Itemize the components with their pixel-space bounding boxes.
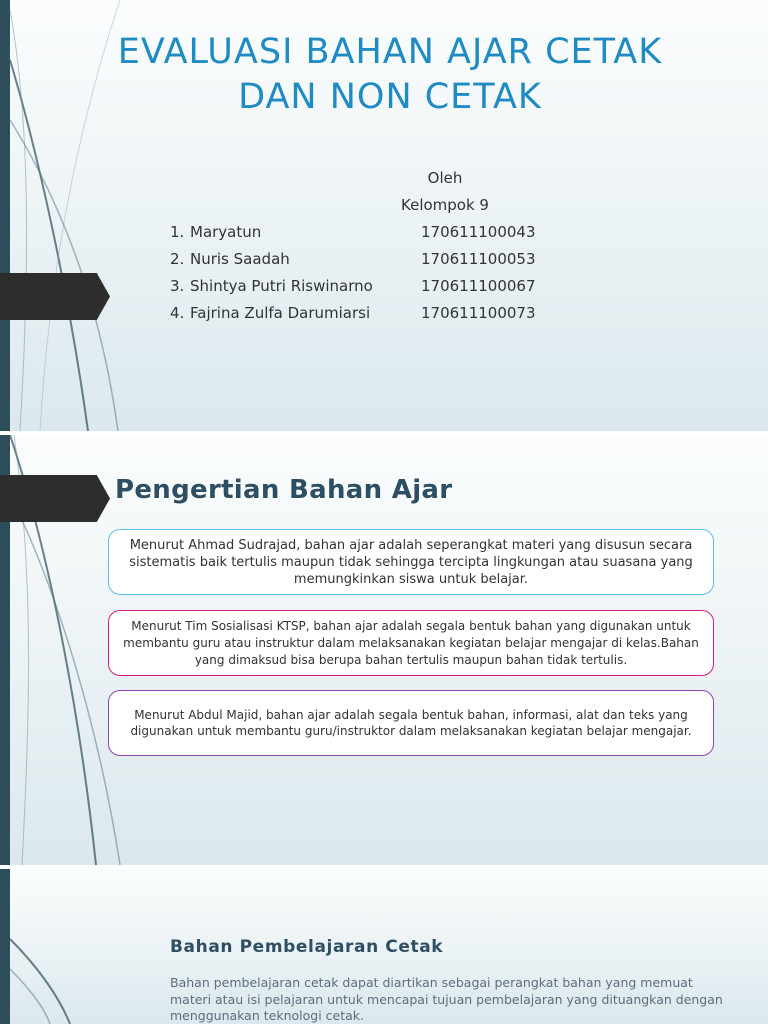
definition-box-ktsp	[108, 610, 714, 676]
member-item	[170, 221, 590, 248]
member-number: 2.	[170, 250, 185, 268]
member-item	[170, 248, 590, 275]
member-name: Nuris Saadah	[190, 250, 290, 268]
slide-print-materials	[0, 869, 768, 1024]
slide-title	[0, 0, 768, 431]
member-number: 1.	[170, 223, 185, 241]
definition-text: Menurut Abdul Majid, bahan ajar adalah segala bentuk bahan, informasi, alat dan teks yang digunakan untuk membantu guru/instruktor dalam melaksanakan kegiatan belajar mengajar.	[130, 708, 692, 738]
section-paragraph: Bahan pembelajaran cetak dapat diartikan sebagai perangkat bahan yang memuat materi atau isi pelajaran untuk mencapai tujuan pembelajaran yang dituangkan dengan menggunakan teknologi cetak.	[170, 975, 723, 1023]
slide-definitions	[0, 435, 768, 865]
title-line-2: DAN NON CETAK	[238, 77, 542, 117]
member-id: 170611100043	[421, 223, 536, 241]
group-label: Kelompok 9	[401, 196, 489, 214]
definition-box-majid	[108, 690, 714, 756]
member-name: Fajrina Zulfa Darumiarsi	[190, 304, 371, 322]
member-name: Shintya Putri Riswinarno	[190, 277, 373, 295]
member-id: 170611100067	[421, 277, 536, 295]
arrow-tab-decoration	[0, 475, 110, 522]
member-id: 170611100053	[421, 250, 536, 268]
section-heading: Pengertian Bahan Ajar	[115, 475, 453, 505]
member-number: 3.	[170, 277, 185, 295]
decorative-curves	[0, 869, 140, 1024]
member-list	[170, 221, 590, 329]
definition-text: Menurut Ahmad Sudrajad, bahan ajar adalah seperangkat materi yang disusun secara sistematis baik tertulis maupun tidak sehingga tercipta lingkungan atau suasana yang memungkinkan siswa untuk belajar.	[129, 537, 693, 587]
member-name: Maryatun	[190, 223, 262, 241]
slide-edge-bar	[0, 869, 10, 1024]
section-heading: Bahan Pembelajaran Cetak	[170, 937, 444, 957]
member-number: 4.	[170, 304, 185, 322]
author-label: Oleh	[427, 169, 463, 187]
definition-box-sudrajad	[108, 529, 714, 595]
presentation-title	[40, 30, 740, 120]
arrow-tab-decoration	[0, 273, 110, 320]
slide-edge-bar	[0, 0, 10, 431]
member-id: 170611100073	[421, 304, 536, 322]
member-item	[170, 275, 590, 302]
title-line-1: EVALUASI BAHAN AJAR CETAK	[117, 32, 663, 72]
definition-text: Menurut Tim Sosialisasi KTSP, bahan ajar adalah segala bentuk bahan yang digunakan untuk membantu guru atau instruktur dalam melaksanakan kegiatan belajar mengajar di kelas.Bahan yang dimaksud bisa berupa bahan tertulis maupun bahan tidak tertulis.	[123, 618, 699, 667]
member-item	[170, 302, 590, 329]
